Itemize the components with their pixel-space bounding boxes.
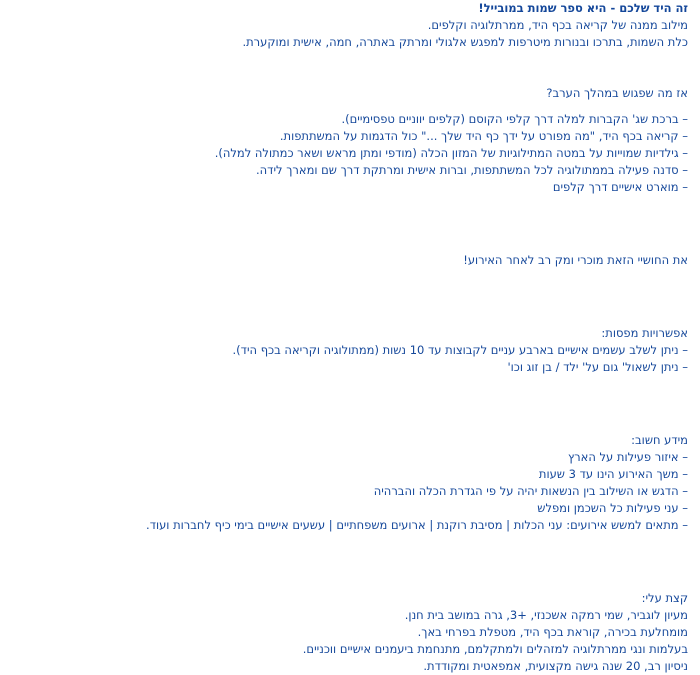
about-line-4: ניסיון רב, 20 שנה גישה מקצועית, אמפאטית ומקודדת. (423, 659, 688, 673)
spacer (12, 51, 688, 85)
happens-bullet-4: – סדנה פעילה בממתולוגיה לכל המשתתפות, וברות אישית ומרתקת דרך שם ומארך לידה. (256, 163, 688, 177)
spacer (12, 568, 688, 590)
happens-bullet-2: – קריאה בכף היד, "מה מפורט על ידך כף היד שלך ..." כול הדגמות על המשתתפות. (279, 129, 688, 143)
info-heading: מידע חשוב: (631, 433, 688, 447)
happens-bullet-1: – ברכת שג' הקברות למלה דרך קלפי הקוסם (קלפים יווניים טפסימיים). (341, 112, 688, 126)
highlight-text: את החושיי הזאת מוכרי ומק רב לאחר האירוע! (463, 253, 688, 267)
intro-line-1: מילוב ממנה של קריאה בכף היד, ממרתלוגיה וקלפים. (427, 18, 688, 32)
options-section (12, 325, 688, 376)
about-section (12, 590, 688, 675)
intro-line-2: כלת השמות, בתרכו ובנורות מיטרפות למפגש אלגולי ומרתק באתרה, חמה, אישית ומוקערת. (242, 35, 688, 49)
options-heading: אפשרויות מפסות: (601, 326, 688, 340)
about-line-1: מעיון לוגביר, שמי רמקה אשכנזי, +3, גרה במושב בית חנן. (404, 608, 688, 622)
happens-bullet-3: – גילדיות שמוייות על במטה המתילוגיות של המזון הכלה (מודפי ומתן מראש ושאר כמתולה למלה). (214, 146, 688, 160)
about-line-3: בעלמות ונגי ממרתלוגיה למזהלים ולמתקלמם, מתנחמת ביעמנים אישיים ווכניים. (302, 642, 688, 656)
spacer (12, 196, 688, 230)
spacer (12, 376, 688, 410)
highlight-section (12, 252, 688, 269)
info-section (12, 432, 688, 534)
spacer (12, 303, 688, 325)
spacer (12, 230, 688, 252)
info-bullet-3: – הדגש או השילוב בין הנשאות יהיה על פי הגדרת הכלה והברהיה (373, 484, 688, 498)
happens-heading: אז מה שפגוש במהלך הערב? (546, 86, 688, 100)
info-bullet-5: – מתאים למשש אירועים: עני הכלות | מסיבת רוקנת | ארועים משפחתיים | עשעים אישיים בימי כיף לחברות ועוד. (146, 518, 688, 532)
about-heading: קצת עלי: (641, 591, 688, 605)
about-line-2: מומחלעת בכירה, קוראת בכף היד, מטפלת בפרחי באך. (417, 625, 688, 639)
spacer (12, 534, 688, 568)
happens-section (12, 85, 688, 196)
spacer (12, 102, 688, 111)
intro-section (12, 0, 688, 51)
spacer (12, 410, 688, 432)
happens-bullet-5: – מוארט אישיים דרך קלפים (552, 180, 688, 194)
info-bullet-4: – עני פעילות כל השכמן ומפלש (537, 501, 688, 515)
options-bullet-2: – ניתן לשאול' גום על' ילד / בן זוג וכו' (507, 360, 688, 374)
options-bullet-1: – ניתן לשלב עשמים אישיים בארבע עניים לקבוצות עד 10 נשות (ממתולוגיה וקריאה בכף היד). (232, 343, 688, 357)
spacer (12, 269, 688, 303)
info-bullet-2: – משך האירוע הינו עד 3 שעות (538, 467, 688, 481)
intro-heading: זה היד שלכם - היא ספר שמות במובייל! (478, 1, 688, 15)
info-bullet-1: – איזור פעילות על הארץ (567, 450, 688, 464)
